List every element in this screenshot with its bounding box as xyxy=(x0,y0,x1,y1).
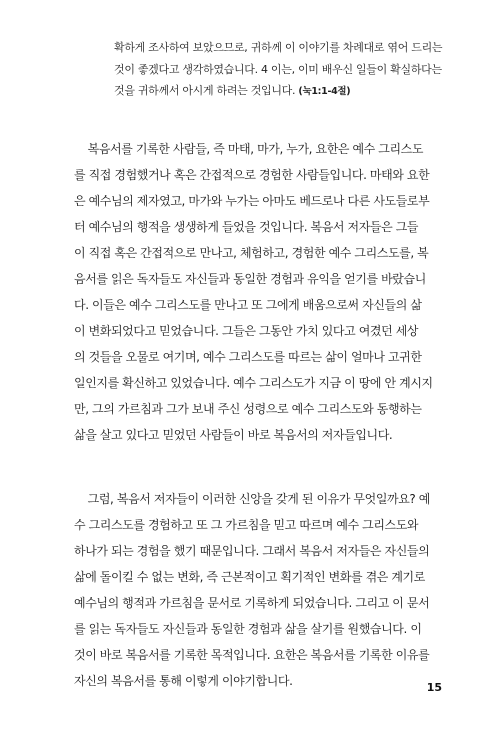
page-number: 15 xyxy=(426,681,442,694)
paragraph-line: 의 것들을 오물로 여기며, 예수 그리스도를 따르는 삶이 얼마나 고귀한 xyxy=(74,350,422,364)
paragraph-line: 하나가 되는 경험을 했기 때문입니다. 그래서 복음서 저자들은 자신들의 xyxy=(74,544,430,558)
paragraph-line: 이 직접 혹은 간접적으로 만나고, 체험하고, 경험한 예수 그리스도를, 복 xyxy=(74,246,429,260)
paragraph-line: 수 그리스도를 경험하고 또 그 가르침을 믿고 따르며 예수 그리스도와 xyxy=(74,518,419,532)
paragraph-line: 삶에 돌이킬 수 없는 변화, 즉 근본적이고 획기적인 변화를 겪은 계기로 xyxy=(74,570,425,584)
paragraph-line: 음서를 읽은 독자들도 자신들과 동일한 경험과 유익을 얻기를 바랐습니 xyxy=(74,272,426,286)
paragraph-line: 것이 바로 복음서를 기록한 목적입니다. 요한은 복음서를 기록한 이유를 xyxy=(74,648,430,662)
quote-line: 확하게 조사하여 보았으므로, 귀하께 이 이야기를 차례대로 엮어 드리는 xyxy=(114,41,443,54)
quote-line: 것이 좋겠다고 생각하였습니다. 4 이는, 이미 배우신 일들이 확실하다는 xyxy=(114,62,442,76)
paragraph-line: 일인지를 확신하고 있었습니다. 예수 그리스도가 지금 이 땅에 안 계시지 xyxy=(74,376,433,390)
paragraph-line: 를 직접 경험했거나 혹은 간접적으로 경험한 사람들입니다. 마태와 요한 xyxy=(74,168,430,182)
scripture-reference: (눅1:1-4절) xyxy=(298,86,351,97)
paragraph-line: 를 읽는 독자들도 자신들과 동일한 경험과 삶을 살기를 원했습니다. 이 xyxy=(74,622,422,636)
paragraph-line-text: 그럼, 복음서 저자들이 이러한 신앙을 갖게 된 이유가 무엇일까요? 예 xyxy=(87,492,430,506)
body-paragraph-1 xyxy=(74,136,454,448)
paragraph-line xyxy=(74,486,454,512)
paragraph-line: 자신의 복음서를 통해 이렇게 이야기합니다. xyxy=(74,674,293,688)
paragraph-line xyxy=(74,136,454,162)
paragraph-line: 만, 그의 가르침과 그가 보내 주신 성령으로 예수 그리스도와 동행하는 xyxy=(74,402,422,416)
body-paragraph-2 xyxy=(74,486,454,694)
paragraph-line: 삶을 살고 있다고 믿었던 사람들이 바로 복음서의 저자들입니다. xyxy=(74,428,393,442)
quote-line-text: 것을 귀하께서 아시게 하려는 것입니다. xyxy=(114,84,296,97)
paragraph-line: 이 변화되었다고 믿었습니다. 그들은 그동안 가치 있다고 여겼던 세상 xyxy=(74,324,419,338)
paragraph-line: 은 예수님의 제자였고, 마가와 누가는 아마도 베드로나 다른 사도들로부 xyxy=(74,194,430,208)
paragraph-line-text: 복음서를 기록한 사람들, 즉 마태, 마가, 누가, 요한은 예수 그리스도 xyxy=(87,142,424,156)
paragraph-line: 다. 이들은 예수 그리스도를 만나고 또 그에게 배움으로써 자신들의 삶 xyxy=(74,298,422,312)
paragraph-line: 터 예수님의 행적을 생생하게 들었을 것입니다. 복음서 저자들은 그들 xyxy=(74,220,419,234)
quote-line xyxy=(114,80,454,103)
paragraph-line: 예수님의 행적과 가르침을 문서로 기록하게 되었습니다. 그리고 이 문서 xyxy=(74,596,430,610)
scripture-quote xyxy=(114,37,454,103)
